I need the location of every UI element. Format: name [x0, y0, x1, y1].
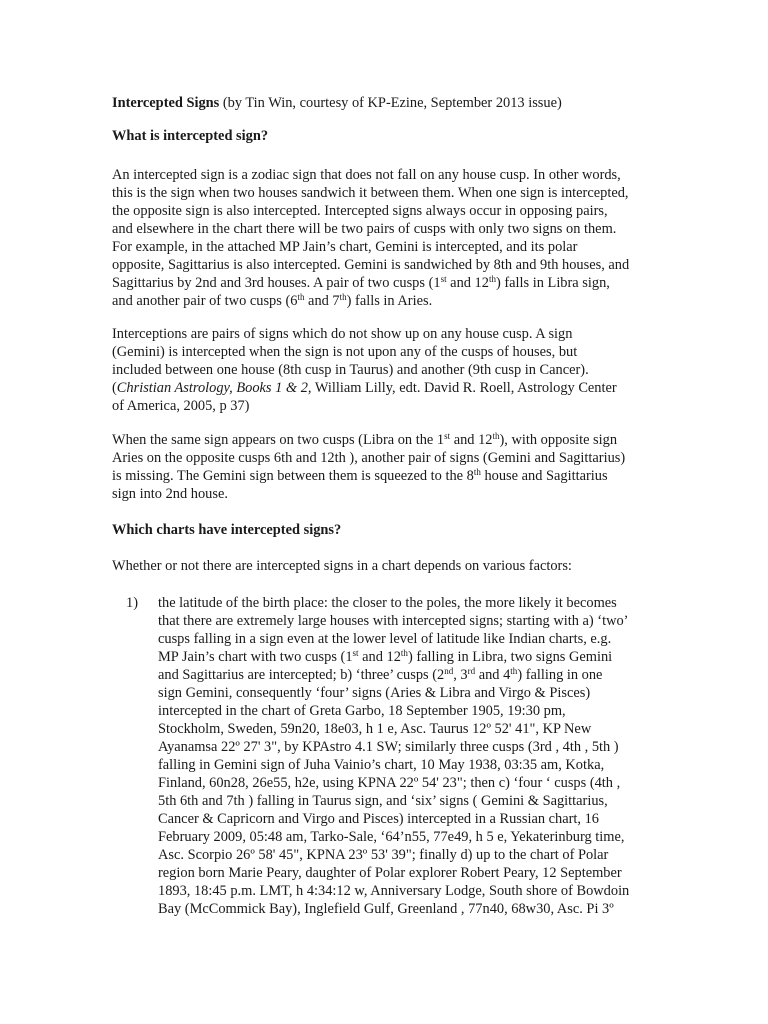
paragraph-2-line-5: of America, 2005, p 37): [112, 398, 250, 414]
paragraph-2-line-4: (Christian Astrology, Books 1 & 2, William Lilly, edt. David R. Roell, Astrology Center: [112, 380, 617, 396]
paragraph-3-line-1: When the same sign appears on two cusps (Libra on the 1st and 12th), with opposite sign: [112, 431, 618, 448]
section-heading-2: Which charts have intercepted signs?: [112, 522, 342, 538]
list-item-line-5: and Sagittarius are intercepted; b) ‘three’ cusps (2nd, 3rd and 4th) falling in one: [158, 666, 603, 683]
title-bold: Intercepted Signs: [112, 95, 220, 111]
paragraph-2-line-3: included between one house (8th cusp in Taurus) and another (9th cusp in Cancer).: [112, 362, 589, 378]
paragraph-1-line-2: this is the sign when two houses sandwich it between them. When one sign is intercepted,: [112, 185, 629, 201]
paragraph-2-line-2: (Gemini) is intercepted when the sign is not upon any of the cusps of houses, but: [112, 344, 578, 360]
paragraph-1-line-1: An intercepted sign is a zodiac sign that does not fall on any house cusp. In other words,: [112, 167, 621, 183]
list-item-line-13: Cancer & Capricorn and Virgo and Pisces) intercepted in a Russian chart, 16: [158, 811, 599, 827]
list-item-line-7: intercepted in the chart of Greta Garbo, 18 September 1905, 19:30 pm,: [158, 703, 566, 719]
paragraph-1-line-3: the opposite sign is also intercepted. Intercepted signs always occur in opposing pairs,: [112, 203, 608, 219]
paragraph-3-line-3: is missing. The Gemini sign between them is squeezed to the 8th house and Sagittarius: [112, 467, 608, 484]
list-item-line-1: the latitude of the birth place: the closer to the poles, the more likely it becomes: [158, 595, 617, 611]
paragraph-1-line-7: Sagittarius by 2nd and 3rd houses. A pair of two cusps (1st and 12th) falls in Libra sign,: [112, 274, 610, 291]
document-title: [112, 94, 562, 112]
citation-book-title: Christian Astrology, Books 1 & 2,: [116, 380, 312, 396]
list-item-line-16: region born Marie Peary, daughter of Polar explorer Robert Peary, 12 September: [158, 865, 622, 881]
list-item-line-8: Stockholm, Sweden, 59n20, 18e03, h 1 e, Asc. Taurus 12º 52' 41", KP New: [158, 721, 592, 737]
paragraph-3-line-2: Aries on the opposite cusps 6th and 12th ), another pair of signs (Gemini and Sagittarius): [112, 450, 626, 466]
list-item-line-10: falling in Gemini sign of Juha Vainio’s chart, 10 May 1938, 03:35 am, Kotka,: [158, 757, 605, 773]
paragraph-1-line-5: For example, in the attached MP Jain’s chart, Gemini is intercepted, and its polar: [112, 239, 578, 255]
paragraph-2-line-1: Interceptions are pairs of signs which do not show up on any house cusp. A sign: [112, 326, 573, 342]
list-item-line-2: that there are extremely large houses with intercepted signs; starting with a) ‘two’: [158, 613, 629, 629]
list-item-number: 1): [126, 595, 138, 611]
list-item-line-9: Ayanamsa 22º 27' 3", by KPAstro 4.1 SW; similarly three cusps (3rd , 4th , 5th ): [158, 739, 619, 755]
paragraph-1-line-8: and another pair of two cusps (6th and 7th) falls in Aries.: [112, 292, 433, 309]
paragraph-4: Whether or not there are intercepted signs in a chart depends on various factors:: [112, 558, 572, 574]
paragraph-3-line-4: sign into 2nd house.: [112, 486, 228, 502]
section-heading-1: What is intercepted sign?: [112, 128, 269, 144]
list-item-line-3: cusps falling in a sign even at the lower level of latitude like Indian charts, e.g.: [158, 631, 612, 647]
paragraph-1-line-4: and elsewhere in the chart there will be two pairs of cusps with only two signs on them.: [112, 221, 617, 237]
list-item-line-14: February 2009, 05:48 am, Tarko-Sale, ‘64’n55, 77e49, h 5 e, Yekaterinburg time,: [158, 829, 625, 845]
list-item-line-18: Bay (McCommick Bay), Inglefield Gulf, Greenland , 77n40, 68w30, Asc. Pi 3º: [158, 901, 614, 917]
list-item-line-15: Asc. Scorpio 26º 58' 45", KPNA 23º 53' 39"; finally d) up to the chart of Polar: [158, 847, 609, 863]
list-item-line-12: 5th 6th and 7th ) falling in Taurus sign, and ‘six’ signs ( Gemini & Sagittarius,: [158, 793, 608, 809]
list-item-line-17: 1893, 18:45 p.m. LMT, h 4:34:12 w, Anniversary Lodge, South shore of Bowdoin: [158, 883, 630, 899]
title-rest: (by Tin Win, courtesy of KP-Ezine, September 2013 issue): [219, 95, 562, 111]
list-item-line-11: Finland, 60n28, 26e55, h2e, using KPNA 22º 54' 23"; then c) ‘four ‘ cusps (4th ,: [158, 775, 621, 791]
paragraph-1-line-6: opposite, Sagittarius is also intercepted. Gemini is sandwiched by 8th and 9th houses, and: [112, 257, 630, 273]
list-item-line-4: MP Jain’s chart with two cusps (1st and 12th) falling in Libra, two signs Gemini: [158, 648, 613, 665]
list-item-line-6: sign Gemini, consequently ‘four’ signs (Aries & Libra and Virgo & Pisces): [158, 685, 591, 701]
